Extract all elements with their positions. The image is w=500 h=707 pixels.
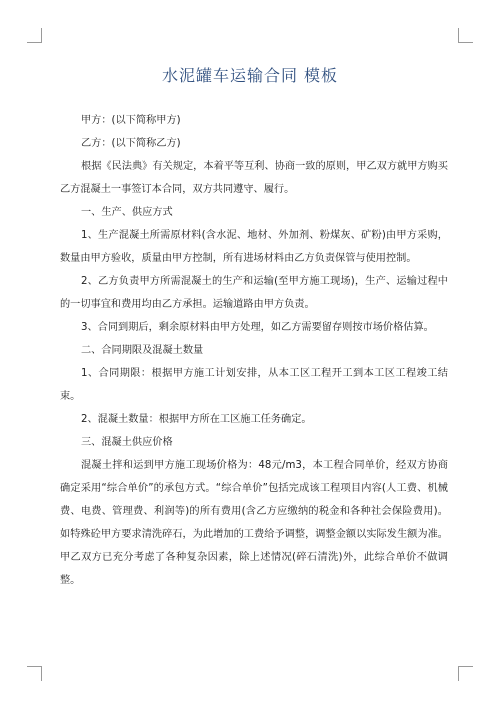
price-paragraph: 混凝土拌和运到甲方施工现场价格为：48元/m3，本工程合同单价，经双方协商确定采用“综合单价”的承包方式。“综合单价”包括完成该工程项目内容(人工费、机械费、电费、管理费、利润等)的所有费用(含乙方应缴纳的税金和各种社会保险费用)。如特殊砼甲方要求清洗碎石，为此增加的工费给予调整，调整金额以实际发生额为准。甲乙双方已充分考虑了各种复杂因素，除上述情况(碎石清洗)外，此综合单价不做调整。 <box>60 460 448 586</box>
document-body <box>60 109 448 592</box>
clause-1-2: 2、乙方负责甲方所需混凝土的生产和运输(至甲方施工现场)，生产、运输过程中的一切事宜和费用均由乙方承担。运输道路由甲方负责。 <box>60 276 448 310</box>
page-corner-mark-top-right <box>458 28 473 43</box>
clause-1-1: 1、生产混凝土所需原材料(含水泥、地材、外加剂、粉煤灰、矿粉)由甲方采购，数量由甲方验收，质量由甲方控制，所有进场材料由乙方负责保管与使用控制。 <box>60 230 448 264</box>
preamble-paragraph: 根据《民法典》有关规定，本着平等互利、协商一致的原则，甲乙双方就甲方购买乙方混凝土一事签订本合同，双方共同遵守、履行。 <box>60 161 448 195</box>
clause-2-1: 1、合同期限：根据甲方施工计划安排，从本工区工程开工到本工区工程竣工结束。 <box>60 368 448 402</box>
clause-2-2: 2、混凝土数量：根据甲方所在工区施工任务确定。 <box>81 414 312 425</box>
party-a-line: 甲方：(以下简称甲方) <box>81 115 181 126</box>
party-b-line: 乙方：(以下简称乙方) <box>81 138 181 149</box>
page-corner-mark-top-left <box>27 28 42 43</box>
clause-1-3: 3、合同到期后，剩余原材料由甲方处理，如乙方需要留存则按市场价格估算。 <box>81 322 434 333</box>
section-heading-3: 三、混凝土供应价格 <box>81 437 173 448</box>
document-title: 水泥罐车运输合同 模板 <box>161 66 339 85</box>
page-corner-mark-bottom-left <box>27 666 42 681</box>
page-corner-mark-bottom-right <box>458 666 473 681</box>
section-heading-1: 一、生产、供应方式 <box>81 207 173 218</box>
section-heading-2: 二、合同期限及混凝土数量 <box>81 345 204 356</box>
